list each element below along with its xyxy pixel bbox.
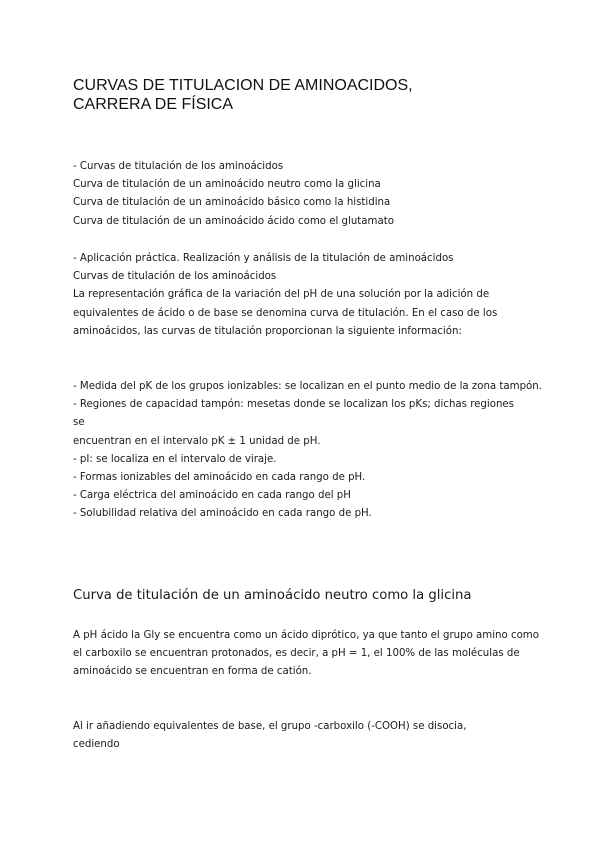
section-paragraph-1 xyxy=(73,627,543,682)
practice-line-1: - Aplicación práctica. Realización y análisis de la titulación de aminoácidos xyxy=(73,253,454,264)
index-item: Curva de titulación de un aminoácido neutro como la glicina xyxy=(73,179,381,191)
info-item-ionizable-forms: - Formas ionizables del aminoácido en cada rango de pH. xyxy=(73,472,366,484)
info-item-charge: - Carga eléctrica del aminoácido en cada rango del pH xyxy=(73,490,351,502)
index-list xyxy=(73,158,543,231)
section-paragraph-2 xyxy=(73,718,503,754)
info-list xyxy=(73,378,543,524)
document-title xyxy=(73,76,543,114)
info-item-pk: - Medida del pK de los grupos ionizables: se localizan en el punto medio de la zona tampón. xyxy=(73,381,542,392)
info-item-pi: - pI: se localiza en el intervalo de viraje. xyxy=(73,453,277,465)
practice-line-2: Curvas de titulación de los aminoácidos xyxy=(73,271,277,283)
info-item-buffer: - Regiones de capacidad tampón: mesetas donde se localizan los pKs; dichas regiones se xyxy=(73,399,514,429)
practice-paragraph: La representación gráfica de la variación del pH de una solución por la adición de equivalentes de ácido o de base se denomina curva de titulación. En el caso de los aminoácidos, las curvas de titulación proporcionan la siguiente información: xyxy=(73,289,498,337)
index-item: Curva de titulación de un aminoácido ácido como el glutamato xyxy=(73,215,394,227)
info-item-solubility: - Solubilidad relativa del aminoácido en cada rango de pH. xyxy=(73,508,372,520)
paragraph-glycine-acid: A pH ácido la Gly se encuentra como un ácido diprótico, ya que tanto el grupo amino como el carboxilo se encuentran protonados, es decir, a pH = 1, el 100% de las moléculas de aminoácido se encuentran en forma de catión. xyxy=(73,630,539,678)
practice-section xyxy=(73,250,543,341)
index-item: - Curvas de titulación de los aminoácidos xyxy=(73,161,284,172)
info-item-buffer-cont: encuentran en el intervalo pK ± 1 unidad de pH. xyxy=(73,435,321,447)
index-item: Curva de titulación de un aminoácido básico como la histidina xyxy=(73,197,391,209)
section-heading: Curva de titulación de un aminoácido neutro como la glicina xyxy=(73,588,472,603)
title-line-2: CARRERA DE FÍSICA xyxy=(73,96,234,113)
title-line-1: CURVAS DE TITULACION DE AMINOACIDOS, xyxy=(73,77,413,94)
paragraph-glycine-base: Al ir añadiendo equivalentes de base, el grupo -carboxilo (-COOH) se disocia, cediendo xyxy=(73,721,467,751)
